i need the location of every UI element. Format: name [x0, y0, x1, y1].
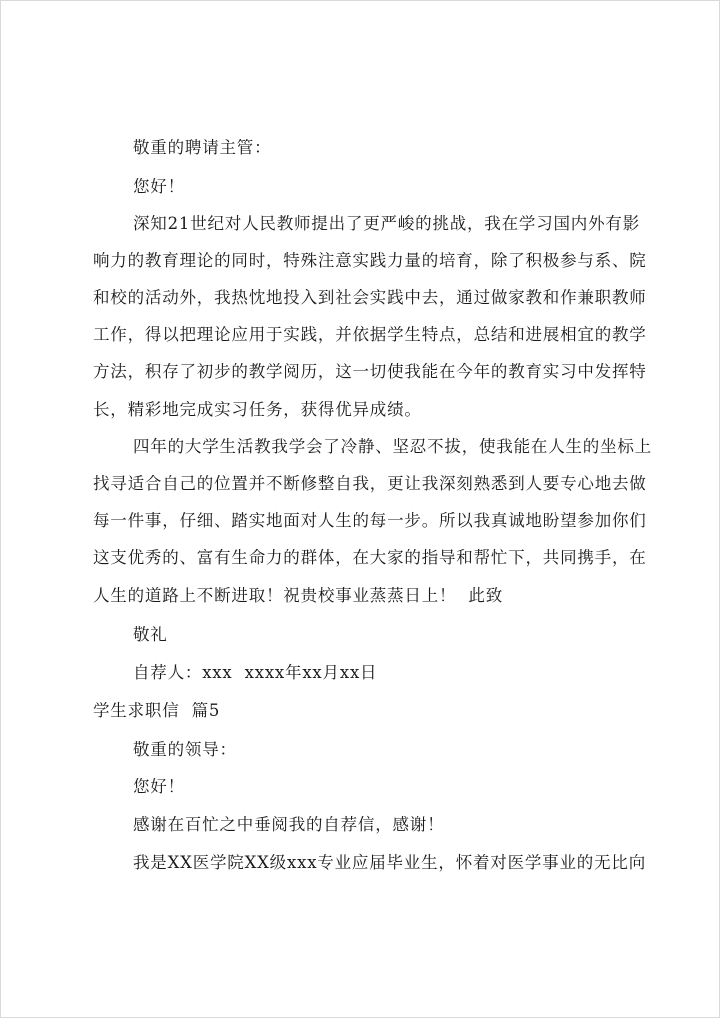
paragraph-line: 这支优秀的、富有生命力的群体，在大家的指导和帮忙下，共同携手，在 [93, 548, 647, 567]
paragraph-line: 响力的教育理论的同时，特殊注意实践力量的培育，除了积极参与系、院 [93, 251, 647, 270]
paragraph-line: 方法，积存了初步的教学阅历，这一切使我能在今年的教育实习中发挥特 [93, 362, 647, 381]
signature: 自荐人：xxx xxxx年xx月xx日 [133, 663, 378, 682]
salutation: 敬重的聘请主管： [133, 138, 272, 157]
greeting: 您好！ [133, 777, 185, 796]
greeting: 您好！ [133, 177, 185, 196]
paragraph-line: 长，精彩地完成实习任务，获得优异成绩。 [93, 400, 422, 419]
paragraph-line: 工作，得以把理论应用于实践，并依据学生特点，总结和进展相宜的教学 [93, 325, 647, 344]
closing: 敬礼 [133, 625, 168, 644]
paragraph-line: 人生的道路上不断进取！祝贵校事业蒸蒸日上！ 此致 [93, 586, 503, 605]
paragraph-line: 和校的活动外，我热忱地投入到社会实践中去，通过做家教和作兼职教师 [93, 288, 647, 307]
paragraph-line: 找寻适合自己的位置并不断修整自我，更让我深刻熟悉到人要专心地去做 [93, 474, 647, 493]
paragraph-line: 感谢在百忙之中垂阅我的自荐信，感谢！ [133, 815, 445, 834]
paragraph-line: 我是XX医学院XX级xxx专业应届毕业生，怀着对医学事业的无比向 [133, 853, 647, 872]
paragraph-line: 每一件事，仔细、踏实地面对人生的每一步。所以我真诚地盼望参加你们 [93, 511, 647, 530]
paragraph-line: 四年的大学生活教我学会了冷静、坚忍不拔，使我能在人生的坐标上 [133, 437, 652, 456]
paragraph-line: 深知21世纪对人民教师提出了更严峻的挑战，我在学习国内外有影 [133, 214, 640, 233]
section-title: 学生求职信 篇5 [93, 701, 221, 720]
salutation: 敬重的领导： [133, 740, 237, 759]
